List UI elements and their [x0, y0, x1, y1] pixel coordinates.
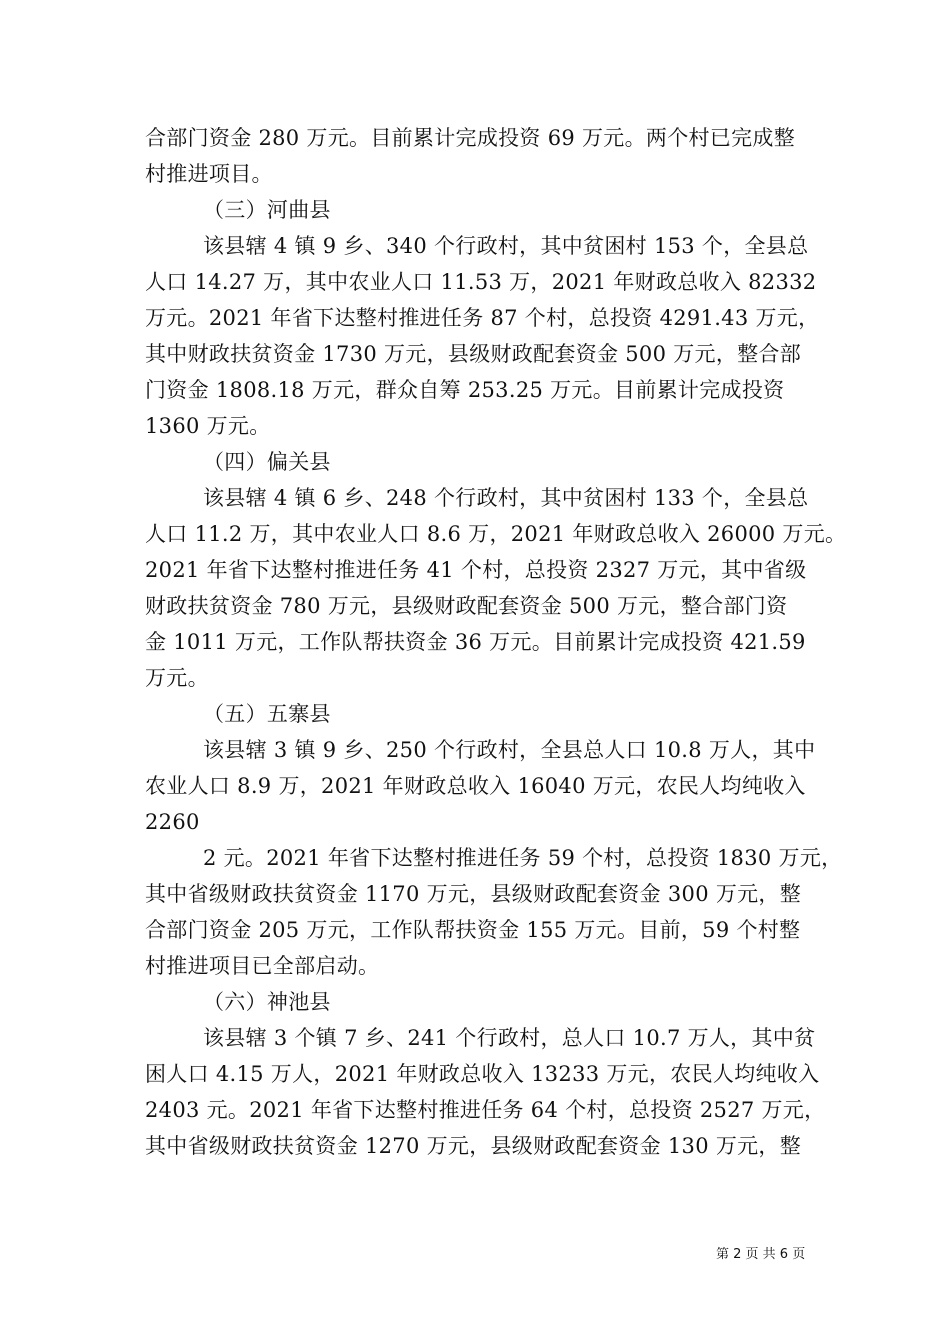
body-line: 金 1011 万元，工作队帮扶资金 36 万元。目前累计完成投资 421.59: [145, 630, 806, 654]
section-heading: （四）偏关县: [203, 450, 331, 474]
section-heading: （三）河曲县: [203, 198, 331, 222]
body-line: 门资金 1808.18 万元，群众自筹 253.25 万元。目前累计完成投资: [145, 378, 785, 402]
body-line: 人口 11.2 万，其中农业人口 8.6 万，2021 年财政总收入 26000 万元。: [145, 522, 847, 546]
body-line: 2260: [145, 810, 200, 834]
body-line: 其中省级财政扶贫资金 1170 万元，县级财政配套资金 300 万元，整: [145, 882, 802, 906]
body-line: 人口 14.27 万，其中农业人口 11.53 万，2021 年财政总收入 82332: [145, 270, 817, 294]
body-line: 村推进项目已全部启动。: [145, 954, 380, 978]
body-line: 万元。: [145, 666, 209, 690]
section-heading: （六）神池县: [203, 990, 331, 1014]
body-line: 其中财政扶贫资金 1730 万元，县级财政配套资金 500 万元，整合部: [145, 342, 802, 366]
section-heading: （五）五寨县: [203, 702, 331, 726]
body-line: 村推进项目。: [145, 162, 273, 186]
body-line: 1360 万元。: [145, 414, 271, 438]
body-line: 其中省级财政扶贫资金 1270 万元，县级财政配套资金 130 万元，整: [145, 1134, 802, 1158]
body-line: 万元。2021 年省下达整村推进任务 87 个村，总投资 4291.43 万元，: [145, 306, 820, 330]
page-number: 第 2 页 共 6 页: [716, 1247, 806, 1262]
body-line: 该县辖 3 个镇 7 乡、241 个行政村，总人口 10.7 万人，其中贫: [203, 1026, 816, 1050]
body-line: 合部门资金 280 万元。目前累计完成投资 69 万元。两个村已完成整: [145, 126, 796, 150]
body-line: 2403 元。2021 年省下达整村推进任务 64 个村，总投资 2527 万元，: [145, 1098, 826, 1122]
body-line: 该县辖 3 镇 9 乡、250 个行政村，全县总人口 10.8 万人，其中: [203, 738, 816, 762]
body-line: 2021 年省下达整村推进任务 41 个村，总投资 2327 万元，其中省级: [145, 558, 807, 582]
body-line: 财政扶贫资金 780 万元，县级财政配套资金 500 万元，整合部门资: [145, 594, 788, 618]
body-line: 困人口 4.15 万人，2021 年财政总收入 13233 万元，农民人均纯收入: [145, 1062, 820, 1086]
body-line: 2 元。2021 年省下达整村推进任务 59 个村，总投资 1830 万元，: [203, 846, 843, 870]
body-line: 农业人口 8.9 万，2021 年财政总收入 16040 万元，农民人均纯收入: [145, 774, 806, 798]
body-line: 该县辖 4 镇 9 乡、340 个行政村，其中贫困村 153 个，全县总: [203, 234, 809, 258]
body-line: 该县辖 4 镇 6 乡、248 个行政村，其中贫困村 133 个，全县总: [203, 486, 809, 510]
body-line: 合部门资金 205 万元，工作队帮扶资金 155 万元。目前，59 个村整: [145, 918, 801, 942]
